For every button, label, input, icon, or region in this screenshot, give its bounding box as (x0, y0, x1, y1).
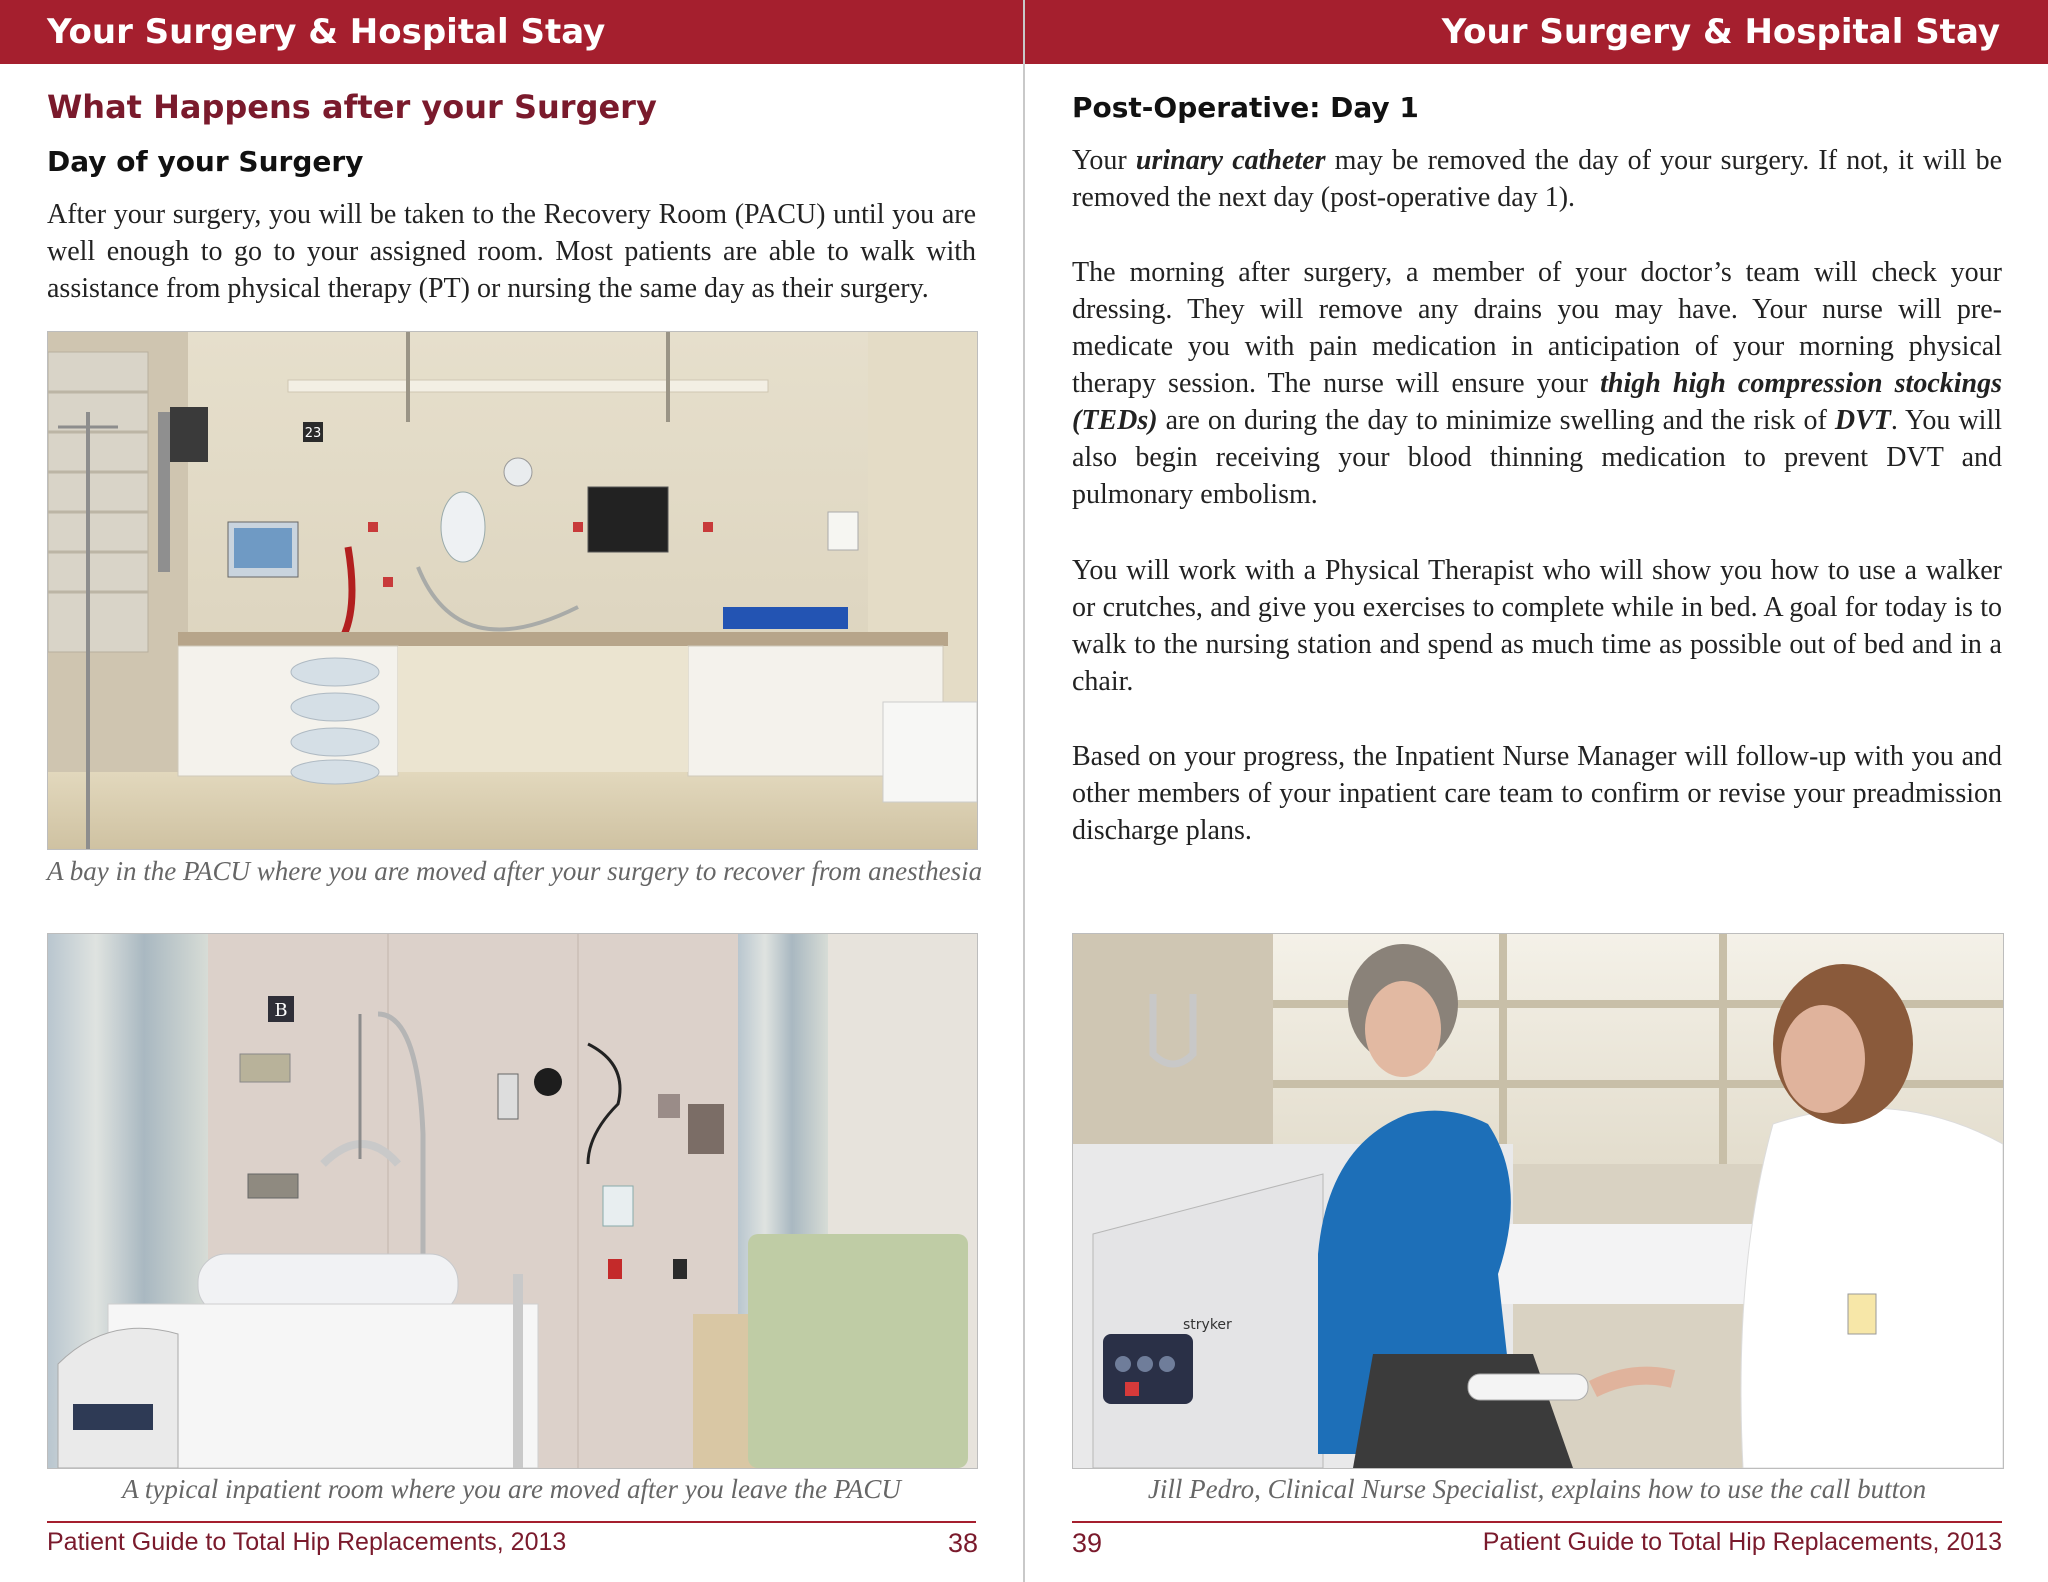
footer-rule (1072, 1521, 2002, 1523)
page-header: Your Surgery & Hospital Stay (1025, 0, 2048, 64)
footer-title: Patient Guide to Total Hip Replacements, 2013 (47, 1528, 567, 1556)
photo1-caption: A bay in the PACU where you are moved after your surgery to recover from anesthesia (47, 856, 983, 886)
section-title: What Happens after your Surgery (47, 88, 657, 126)
page-header: Your Surgery & Hospital Stay (0, 0, 1023, 64)
morning-paragraph: The morning after surgery, a member of your doctor’s team will check your dressing. They will remove any drains you may have. Your nurse will pre-medicate you with pain medication in anticipation of your morning physical therapy session. The nurse will ensure your thigh high compression stockings (TEDs) are on during the day to minimize swelling and the risk of DVT. You will also begin receiving your blood thinning medication to prevent DVT and pulmonary embolism. (1072, 257, 2003, 510)
therapy-paragraph: You will work with a Physical Therapist who will show you how to use a walker or crutches, and give you exercises to complete while in bed. A goal for today is to walk to the nursing station and spend as much time as possible out of bed and in a chair. (1072, 555, 2002, 697)
catheter-paragraph: Your urinary catheter may be removed the day of your surgery. If not, it will be removed the next day (post-operative day 1). (1072, 145, 2002, 213)
bay-letter-sign: B (274, 1000, 288, 1021)
photo3-caption: Jill Pedro, Clinical Nurse Specialist, explains how to use the call button (1147, 1474, 1927, 1504)
sub-title: Day of your Surgery (47, 145, 364, 178)
photo2-caption: A typical inpatient room where you are moved after you leave the PACU (122, 1474, 901, 1504)
bed-brand-label: stryker (1183, 1317, 1232, 1333)
pacu-bay-photo (47, 331, 978, 850)
footer-rule (47, 1521, 976, 1523)
right-page (1025, 0, 2048, 1582)
footer-title: Patient Guide to Total Hip Replacements, 2013 (1482, 1528, 2002, 1556)
left-page (0, 0, 1023, 1582)
intro-paragraph: After your surgery, you will be taken to the Recovery Room (PACU) until you are well enough to go to your assigned room. Most patients are able to walk with assistance from physical therapy (PT) or nursing the same day as their surgery. (47, 199, 976, 304)
nurse-patient-photo (1072, 933, 2004, 1469)
page-number: 39 (1072, 1528, 1103, 1558)
room-number-sign: 23 (304, 426, 322, 441)
page-number: 38 (948, 1528, 979, 1558)
sub-title: Post-Operative: Day 1 (1072, 91, 1419, 124)
discharge-paragraph: Based on your progress, the Inpatient Nurse Manager will follow-up with you and other members of your inpatient care team to confirm or revise your preadmission discharge plans. (1072, 741, 2002, 846)
inpatient-room-photo (47, 933, 978, 1469)
